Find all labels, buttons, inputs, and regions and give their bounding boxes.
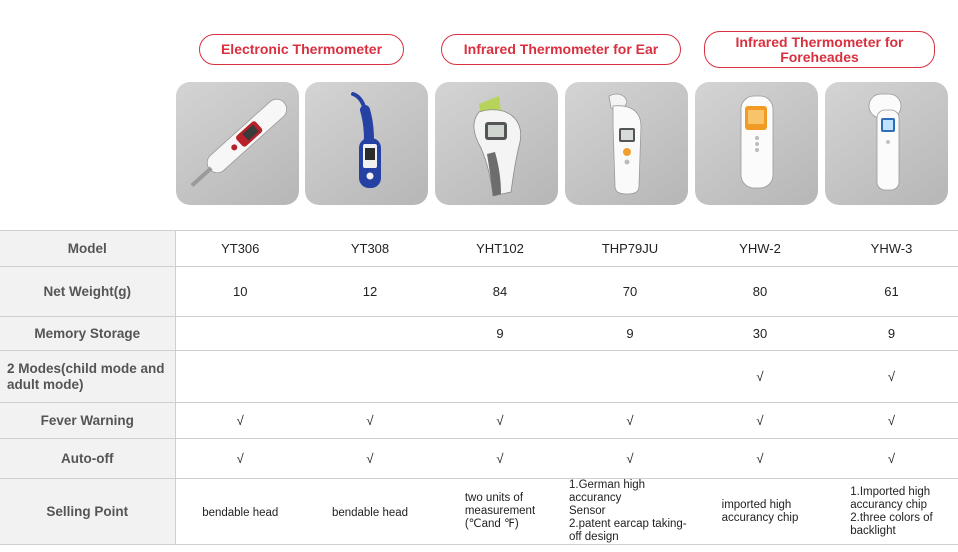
check-cell: √ <box>305 403 435 439</box>
table-row <box>0 351 958 403</box>
selling-point-text: bendable head <box>202 506 279 519</box>
model-cell: THP79JU <box>565 231 695 267</box>
check-cell: √ <box>435 439 565 479</box>
memory-cell: 9 <box>435 317 565 351</box>
row-label: Fever Warning <box>0 403 175 439</box>
weight-cell: 80 <box>695 267 825 317</box>
category-label: Electronic Thermometer <box>220 41 383 57</box>
product-card-yt306 <box>176 82 299 205</box>
check-cell: √ <box>565 439 695 479</box>
ear-thermometer-white-icon <box>565 82 688 205</box>
table-row <box>0 231 958 267</box>
check-cell: √ <box>825 351 958 403</box>
selling-point-text: 1.Imported high accurancy chip 2.three colors of backlight <box>850 485 933 537</box>
table-row <box>0 439 958 479</box>
category-forehead-thermometer <box>704 31 935 68</box>
weight-cell: 84 <box>435 267 565 317</box>
table-row <box>0 267 958 317</box>
category-ear-thermometer <box>441 34 681 65</box>
category-label: Infrared Thermometer for Foreheades <box>735 33 904 65</box>
check-cell: √ <box>435 403 565 439</box>
check-cell: √ <box>825 439 958 479</box>
check-cell <box>175 351 305 403</box>
model-cell: YHW-3 <box>825 231 958 267</box>
memory-cell <box>305 317 435 351</box>
check-cell: √ <box>825 403 958 439</box>
product-card-yt308 <box>305 82 428 205</box>
ear-thermometer-grey-icon <box>435 82 558 205</box>
memory-cell: 9 <box>825 317 958 351</box>
memory-cell <box>175 317 305 351</box>
product-card-yhw-3 <box>825 82 948 205</box>
weight-cell: 70 <box>565 267 695 317</box>
check-cell: √ <box>695 439 825 479</box>
selling-point-text: two units of measurement (℃and ℉) <box>464 492 536 530</box>
selling-point-cell <box>175 479 305 545</box>
selling-point-cell <box>435 479 565 545</box>
check-cell: √ <box>175 403 305 439</box>
row-label: Net Weight(g) <box>0 267 175 317</box>
selling-point-text: imported high accurancy chip <box>721 498 799 524</box>
selling-point-text: 1.German high accurancy Sensor 2.patent earcap taking- off design <box>569 479 687 543</box>
memory-cell: 30 <box>695 317 825 351</box>
table-row <box>0 479 958 545</box>
model-cell: YHW-2 <box>695 231 825 267</box>
check-cell: √ <box>695 351 825 403</box>
row-label: Auto-off <box>0 439 175 479</box>
check-cell: √ <box>695 403 825 439</box>
flexible-thermometer-blue-icon <box>305 82 428 205</box>
check-cell <box>565 351 695 403</box>
check-cell: √ <box>565 403 695 439</box>
weight-cell: 10 <box>175 267 305 317</box>
row-label: Model <box>0 231 175 267</box>
pen-thermometer-red-icon <box>176 82 299 205</box>
selling-point-cell <box>565 479 695 545</box>
model-cell: YT308 <box>305 231 435 267</box>
model-cell: YHT102 <box>435 231 565 267</box>
spec-table <box>0 230 958 545</box>
check-cell <box>435 351 565 403</box>
product-card-yht102 <box>435 82 558 205</box>
check-cell: √ <box>305 439 435 479</box>
check-cell <box>305 351 435 403</box>
weight-cell: 12 <box>305 267 435 317</box>
selling-point-cell <box>695 479 825 545</box>
forehead-thermometer-blue-display-icon <box>825 82 948 205</box>
selling-point-cell <box>305 479 435 545</box>
model-cell: YT306 <box>175 231 305 267</box>
product-card-thp79ju <box>565 82 688 205</box>
table-row <box>0 317 958 351</box>
row-label: Memory Storage <box>0 317 175 351</box>
category-label: Infrared Thermometer for Ear <box>463 41 659 57</box>
selling-point-text: bendable head <box>331 506 409 519</box>
memory-cell: 9 <box>565 317 695 351</box>
table-row <box>0 403 958 439</box>
check-cell: √ <box>175 439 305 479</box>
weight-cell: 61 <box>825 267 958 317</box>
row-label: Selling Point <box>0 479 175 545</box>
selling-point-cell <box>825 479 958 545</box>
product-card-yhw-2 <box>695 82 818 205</box>
row-label: 2 Modes(child mode and adult mode) <box>0 351 175 403</box>
forehead-thermometer-orange-display-icon <box>695 82 818 205</box>
category-electronic-thermometer <box>199 34 404 65</box>
